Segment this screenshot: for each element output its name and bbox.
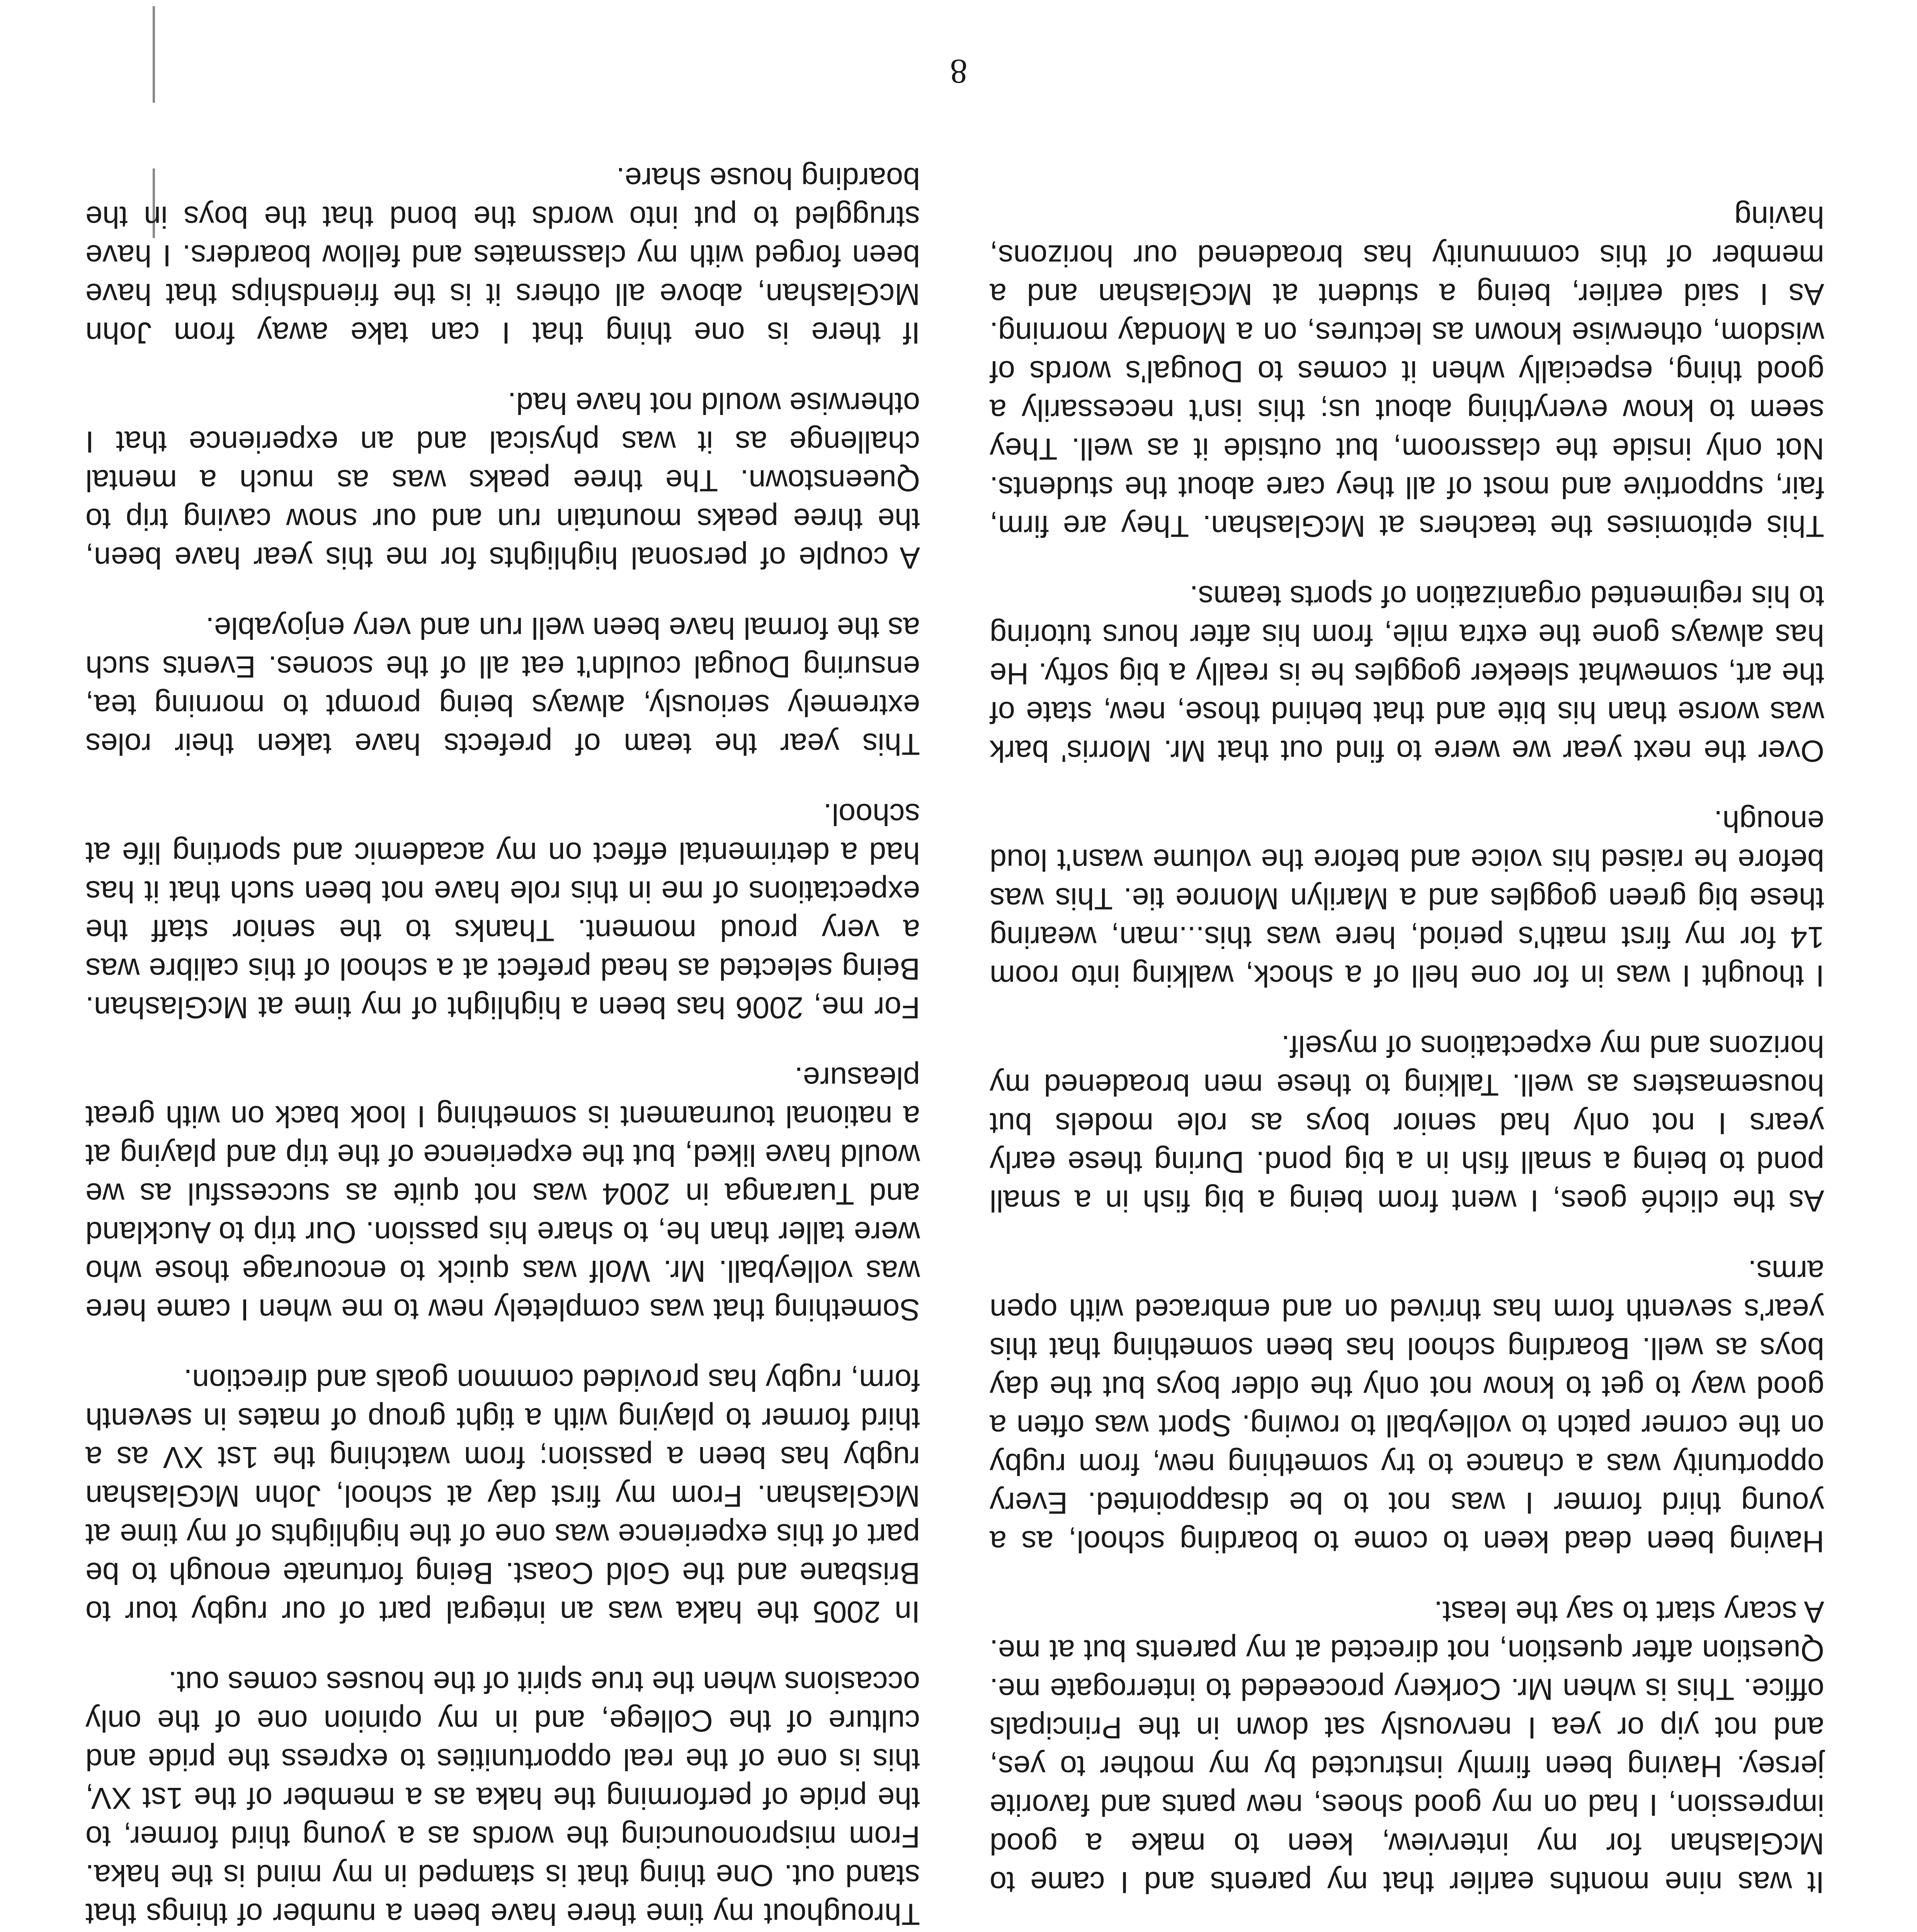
paragraph: Throughout my time there have been a number of things that stand out. One thing that is stamped in my mind is the haka. From mispronouncing the words as a young third former, to the pride of performing the haka as a member of the 1st XV, this is one of the real opportunities to express the pride and culture of the College, and in my opinion one of the only occasions when the true spirit of the houses comes out. xyxy=(85,1665,920,1932)
paragraph: Something that was completely new to me when I came here was volleyball. Mr. Wolf was quick to encourage those who were taller than he, to share his passion. Our trip to Auckland and Tuaranga in 2004 was not quite as successful as we would have liked, but the experience of the trip and playing at a national tournament is something I look back on with great pleasure. xyxy=(85,1061,920,1327)
right-column xyxy=(85,162,920,1932)
left-column xyxy=(990,180,1824,1932)
paragraph: Over the next year we were to find out that Mr. Morris' bark was worse than his bite and that behind those, new, state of the art, somewhat sleeker goggles he is really a big softy. He has always gone the extra mile, from his after hours tutoring to his regimented organization of sports teams. xyxy=(990,580,1824,769)
paragraph: For me, 2006 has been a highlight of my time at McGlashan. Being selected as head prefect at a school of this calibre was a very proud moment. Thanks to the senior staff the expectations of me in this role have not been such that it has had a detrimental effect on my academic and sporting life at school. xyxy=(85,798,920,1025)
paragraph: A couple of personal highlights for me this year have been, the three peaks mountain run and our snow caving trip to Queenstown. The three peaks was as much a mental challenge as it was physical and an experience that I otherwise would not have had. xyxy=(85,386,920,575)
scan-edge-mark xyxy=(153,6,155,103)
paragraph: In 2005 the haka was an integral part of our rugby tour to Brisbane and the Gold Coast. Being fortunate enough to be part of this experience was one of the highlights of my time at McGlashan. From my first day at school, John McGlashan rugby has been a passion; from watching the 1st XV as a third former to playing with a tight group of mates in seventh form, rugby has provided common goals and direction. xyxy=(85,1363,920,1629)
page-number: 8 xyxy=(950,52,968,90)
paragraph: Having been dead keen to come to boarding school, as a young third former I was not to be disappointed. Every opportunity was a chance to try something new, from rugby on the corner patch to volleyball to rowing. Sport was often a good way to get to know not only the older boys but the day boys as well. Boarding school has been something that this year's seventh form has thrived on and embraced with open arms. xyxy=(990,1254,1824,1559)
paragraph: If there is one thing that I can take away from John McGlashan, above all others it is the friendships that have been forged with my classmates and fellow boarders. I have struggled to put into words the bond that the boys in the boarding house share. xyxy=(85,162,920,350)
paragraph: This epitomises the teachers at McGlashan. They are firm, fair, supportive and most of all they care about the students. Not only inside the classroom, but outside it as well. They seem to know everything about us; this isn't necessarily a good thing, especially when it comes to Dougal's words of wisdom, otherwise known as lectures, on a Monday morning. As I said earlier, being a student at McGlashan and a member of this community has broadened our horizons, having xyxy=(990,200,1824,544)
paragraph: As the cliché goes, I went from being a big fish in a small pond to being a small fish in a big pond. During these early years I not only had senior boys as role models but housemasters as well. Talking to these men broadened my horizons and my expectations of myself. xyxy=(990,1029,1824,1218)
paragraph: It was nine months earlier that my parents and I came to McGlashan for my interview, keen to make a good impression, I had on my good shoes, new pants and favorite jersey. Having been firmly instructed by my mother to yes, and not yip or yea I nervously sat down in the Principals office. This is when Mr. Corkery proceeded to interrogate me. Question after question, not directed at my parents but at me. A scary start to say the least. xyxy=(990,1595,1824,1900)
paragraph: This year the team of prefects have taken their roles extremely seriously, always being prompt to morning tea, ensuring Dougal couldn't eat all of the scones. Events such as the formal have been well run and very enjoyable. xyxy=(85,611,920,762)
paragraph: I thought I was in for one hell of a shock, walking into room 14 for my first math's period, here was this...man, wearing these big green goggles and a Marilyn Monroe tie. This was before he raised his voice and before the volume wasn't loud enough. xyxy=(990,804,1824,993)
